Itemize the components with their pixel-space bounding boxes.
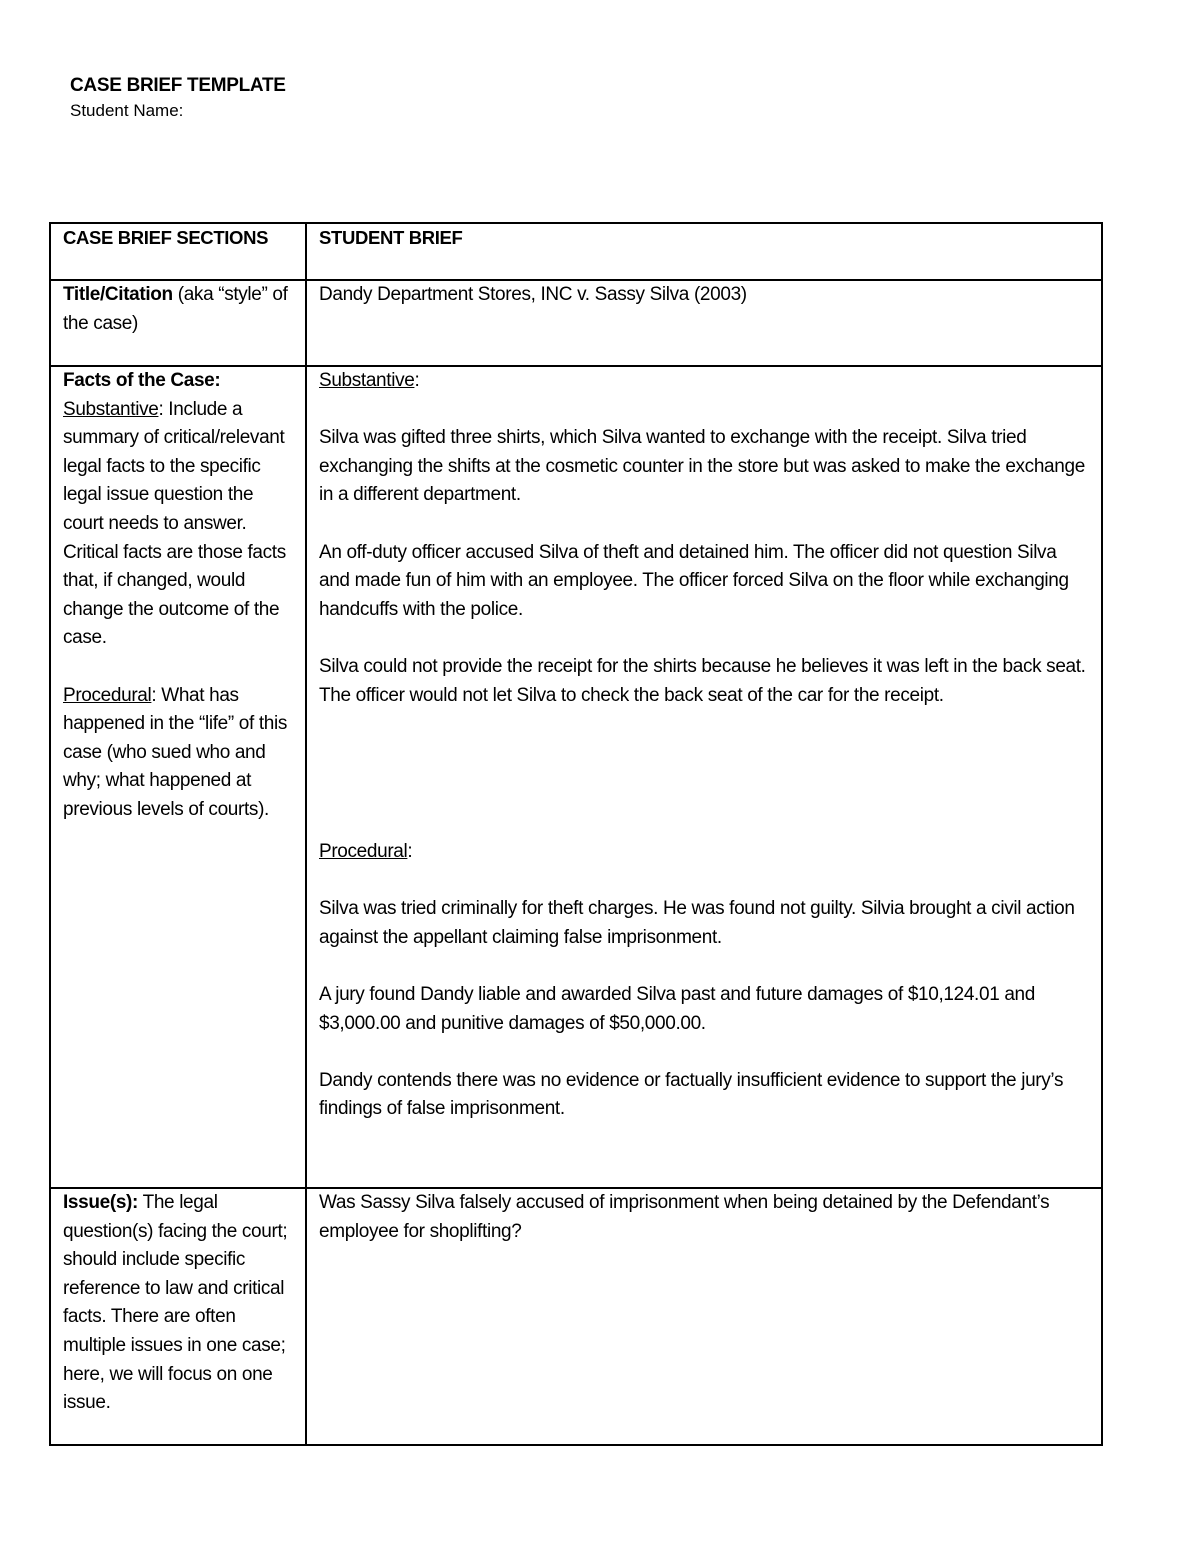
substantive-paragraph: Silva could not provide the receipt for the shirts because he believes it was left in the back seat. The officer would not let Silva to check the back seat of the car for the receipt. xyxy=(319,655,1086,706)
answer-cell-issues xyxy=(306,1188,1102,1445)
document-title: CASE BRIEF TEMPLATE xyxy=(70,75,286,96)
procedural-paragraph: A jury found Dandy liable and awarded Silva past and future damages of $10,124.01 and $3,000.00 and punitive damages of $50,000.00. xyxy=(319,984,1035,1034)
substantive-label: Substantive xyxy=(63,398,159,420)
answer-cell-title xyxy=(306,280,1102,366)
title-label-desc: (aka “style” of the case) xyxy=(63,284,288,334)
case-brief-table xyxy=(49,222,1103,1446)
col-header-sections: CASE BRIEF SECTIONS xyxy=(50,223,306,280)
answer-substantive-heading: Substantive xyxy=(319,370,415,391)
section-cell-title xyxy=(50,280,306,366)
procedural-desc: : What has happened in the “life” of this case (who sued who and why; what happened at previous levels of courts). xyxy=(63,684,287,820)
substantive-desc: : Include a summary of critical/relevant legal facts to the specific legal issue question the court needs to answer. Critical facts are those facts that, if changed, would change the outcome of the case. xyxy=(63,398,286,649)
substantive-paragraph: An off-duty officer accused Silva of theft and detained him. The officer did not question Silva and made fun of him with an employee. The officer forced Silva on the floor while exchanging handcuffs with the police. xyxy=(319,541,1069,620)
table-row-issues xyxy=(50,1188,1102,1445)
answer-cell-facts: Substantive: Silva was gifted three shirts, which Silva wanted to exchange with the receipt. Silva tried exchanging the shifts at the cosmetic counter in the store but was asked to make the exchange in a different department. An off-duty officer accused Silva of theft and detained him. The officer did not question Silva and made fun of him with an employee. The officer forced Silva on the floor while exchanging handcuffs with the police. Silva could not provide the receipt for the shirts because he believes it was left in the back seat. The officer would not let Silva to check the back seat of the car for the receipt. Procedural: Silva was tried criminally for theft charges. He was found not guilty. Silvia brought a civil action against the appellant claiming false imprisonment. A jury found Dandy liable and awarded Silva past and future damages of $10,124.01 and $3,000.00 and punitive damages of $50,000.00. Dandy contends there was no evidence or factually insufficient evidence to support the jury’s findings of false imprisonment. xyxy=(306,366,1102,1188)
document-header xyxy=(70,74,286,124)
table-row-facts xyxy=(50,366,1102,1188)
procedural-paragraph: Dandy contends there was no evidence or factually insufficient evidence to support the jury’s findings of false imprisonment. xyxy=(319,1069,1064,1120)
procedural-label: Procedural xyxy=(63,684,152,706)
facts-label: Facts of the Case: xyxy=(63,370,221,391)
table-row-title-citation xyxy=(50,280,1102,366)
section-cell-issues xyxy=(50,1188,306,1445)
table-header-row xyxy=(50,223,1102,280)
col-header-student-brief: STUDENT BRIEF xyxy=(306,223,1102,280)
title-label: Title/Citation xyxy=(63,284,173,305)
issues-desc: The legal question(s) facing the court; should include specific reference to law and critical facts. There are often multiple issues in one case; here, we will focus on one issue. xyxy=(63,1192,288,1414)
issue-answer: Was Sassy Silva falsely accused of imprisonment when being detained by the Defendant’s employee for shoplifting? xyxy=(319,1192,1050,1242)
student-name-label: Student Name: xyxy=(70,101,184,120)
issues-label: Issue(s): xyxy=(63,1192,138,1213)
substantive-paragraph: Silva was gifted three shirts, which Silva wanted to exchange with the receipt. Silva tried exchanging the shifts at the cosmetic counter in the store but was asked to make the exchange in a different department. xyxy=(319,427,1085,506)
case-title-answer: Dandy Department Stores, INC v. Sassy Silva (2003) xyxy=(319,284,747,305)
section-cell-facts xyxy=(50,366,306,1188)
procedural-paragraph: Silva was tried criminally for theft charges. He was found not guilty. Silvia brought a civil action against the appellant claiming false imprisonment. xyxy=(319,898,1075,948)
answer-procedural-heading: Procedural xyxy=(319,841,408,863)
